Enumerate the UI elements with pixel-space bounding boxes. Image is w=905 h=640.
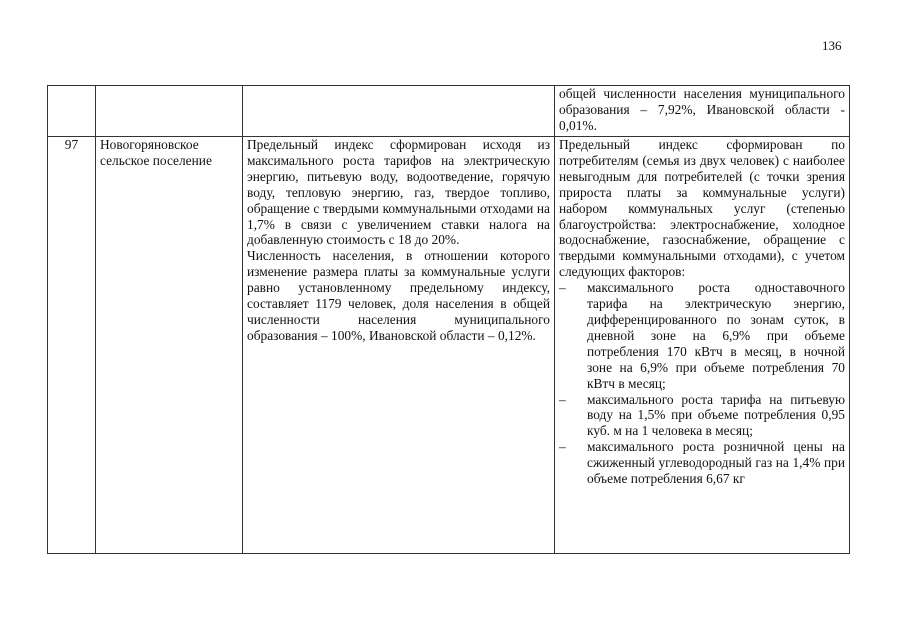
index-description-paragraph-1: Предельный индекс сформирован исходя из максимального роста тарифов на электрическую энергию, питьевую воду, водоотведение, горячую воду, тепловую энергию, газ, твердое топливо, обращение с твердыми коммунальными отходами на 1,7% в связи с увеличением ставки налога на добавленную стоимость с 18 до 20%. [247,137,550,248]
factor-text: максимального роста тарифа на питьевую воду на 1,5% при объеме потребления 0,95 куб. м на 1 человека в месяц; [587,391,845,439]
continuation-paragraph: общей численности населения муниципального образования – 7,92%, Ивановской области - 0,01%. [559,86,845,133]
list-item [559,392,845,440]
list-item [559,439,845,487]
list-item [559,280,845,391]
cell-name-empty [96,86,243,137]
row-number: 97 [48,137,96,554]
bullet-dash: – [559,391,566,407]
index-description-cell [243,137,555,554]
factor-text: максимального роста розничной цены на сжиженный углеводородный газ на 1,4% при объеме потребления 6,67 кг [587,439,845,487]
factor-text: максимального роста одноставочного тарифа на электрическую энергию, дифференцированного по зонам суток, в дневной зоне на 6,9% при объеме потребления 170 кВтч в месяц, в ночной зоне на 6,9% при объеме потребления 70 кВтч в месяц; [587,280,845,391]
municipality-name: Новогоряновское сельское поселение [96,137,243,554]
table-row [48,137,850,554]
bullet-dash: – [559,280,566,296]
cell-description-empty [243,86,555,137]
factors-list [559,280,845,487]
cell-continuation-text [555,86,850,137]
consumer-intro-paragraph: Предельный индекс сформирован по потребителям (семья из двух человек) с наиболее невыгодным для потребителей (с точки зрения прироста платы за коммунальные услуги) набором коммунальных услуг (степенью благоустройства: электроснабжение, холодное водоснабжение, газоснабжение, обращение с твердыми коммунальными отходами), с учетом следующих факторов: [559,137,845,280]
index-table [47,85,850,554]
index-description-paragraph-2: Численность населения, в отношении которого изменение размера платы за коммунальные услуги равно установленному предельному индексу, составляет 1179 человек, доля населения в общей численности населения муниципального образования – 100%, Ивановской области – 0,12%. [247,248,550,343]
bullet-dash: – [559,439,566,455]
consumer-description-cell [555,137,850,554]
table-row-continuation [48,86,850,137]
page-number: 136 [822,38,842,53]
cell-number-empty [48,86,96,137]
